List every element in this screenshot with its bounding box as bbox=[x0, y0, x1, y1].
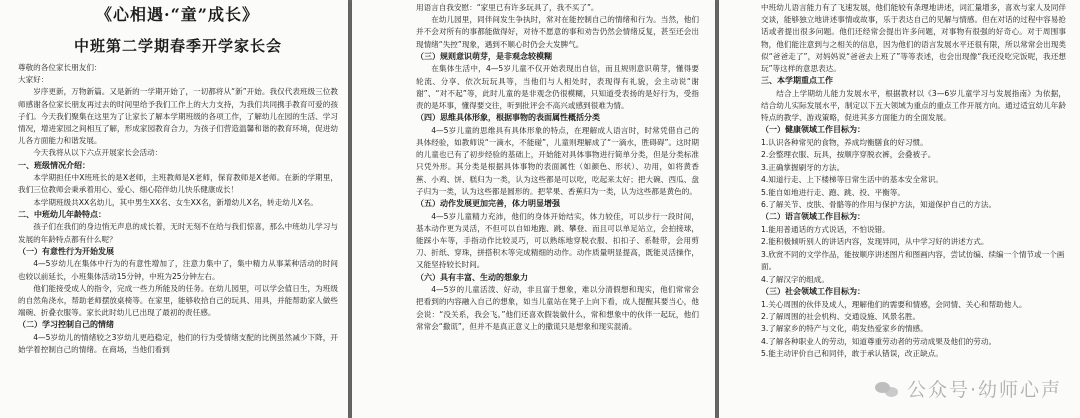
list-item: 1.认识各种常见的食物，养成均衡膳食的好习惯。 bbox=[761, 138, 928, 148]
body-paragraph: 中班幼儿语言能力有了飞速发展，他们能较有条理地讲述，词汇量增多，喜欢与家人及同伴交谈，能够独立地讲述事情或故事，乐于表达自己的见解与情感。但在对话的过程中容易抢话或者提出很多问题。他们还经常会提出许多问题，对事物有很强的好奇心。对于周围事物，他们能注意到与之相关的信息，因为他们的语言发展水平还很有限，所以常常会出现类似“爸爸走了”，对妈妈说“爸爸去上班了”等等表述，也会出现像“我还没吃完饭呢，我还想玩”等这样的意思表达。 bbox=[761, 3, 1066, 74]
list-item: 2.了解周围的社会机构、交通设施、风景名胜。 bbox=[761, 312, 921, 322]
list-item: 4.了解汉字的组成。 bbox=[761, 274, 829, 284]
list-item: 3.了解家乡的特产与文化，萌发热爱家乡的情感。 bbox=[761, 324, 928, 334]
section-heading: 二、中班幼儿年龄特点： bbox=[18, 209, 106, 219]
list-item: 2.能积极倾听别人的讲话内容，发现异同，从中学习好的讲述方式。 bbox=[761, 237, 989, 247]
section-heading: 三、本学期重点工作 bbox=[761, 76, 833, 86]
page-3-content bbox=[719, 0, 1080, 418]
section-heading: （四）思维具体形象，根据事物的表面属性概括分类 bbox=[416, 113, 600, 123]
list-item: 5.能自如地进行走、跑、跳、投、平衡等。 bbox=[761, 187, 905, 197]
section-heading: （三）社会领域工作目标为： bbox=[761, 287, 865, 297]
body-paragraph: 今天我将从以下六点开展家长会活动： bbox=[33, 148, 163, 158]
document-page-3 bbox=[719, 0, 1080, 418]
document-page-2 bbox=[352, 0, 715, 418]
body-paragraph: 4—5岁幼儿的情绪较之3岁幼儿更趋稳定，他们的行为受情绪支配的比例虽然减少下降，开始学着控制自己的情绪。在商场，当他们看到 bbox=[18, 333, 338, 355]
section-heading: （二）语言领域工作目标为： bbox=[761, 212, 865, 222]
document-page-1 bbox=[0, 0, 348, 418]
body-paragraph: 在幼儿园里，同伴间发生争执时，常对在能控制自己的情绪和行为。当然，他们并不会对所有的事都能做得好，对待不愿意的事和劝告仍然会情绪反复，甚至还会出现情绪“失控”现象，遇到不顺心时仍会大发脾气。 bbox=[416, 15, 699, 49]
page-1-content bbox=[0, 0, 348, 418]
list-item: 4.了解各种职业人的劳动，知道尊重劳动者的劳动成果及他们的劳动。 bbox=[761, 336, 997, 346]
body-paragraph: 4—5岁幼儿在集体中行为的有意性增加了，注意力集中了，集中精力从事某种活动的时间也较以前延长，小班集体活动15分钟，中班为25分钟左右。 bbox=[18, 259, 338, 281]
body-paragraph: 4—5岁儿童精力充沛，他们的身体开始结实，体力较佳，可以步行一段时间，基本动作更为灵活，不但可以自如地跑、跳、攀登、而且可以单足站立，会拍接球，能踩小车等，手指动作比较灵巧，可以熟练地穿脱衣服、扣扣子、系鞋带，会用剪刀、折纸、穿珠，拼搭积木等完成精细的动作。动作质量明显提高，既能灵活操作，又能坚持较长时间。 bbox=[416, 211, 699, 270]
body-paragraph: 在集体生活中，4—5岁儿童不仅开始表现出自信，而且规则意识萌芽，懂得要轮流、分享、依次玩玩具等，当他们与人相处时，表现得有礼貌，会主动说“谢谢”、“对不起”等，此时儿童的是非观念仍很模糊，只知道受表扬的是好行为，受指责的是坏事，懂得要交往，听到批评会不高兴或感到很难为情。 bbox=[416, 64, 699, 111]
body-paragraph: 结合上学期幼儿能力发展水平，根据教材以《3—6岁儿童学习与发展指南》为依据，结合幼儿实际发展水平，制定以下五大领域为重点的重点工作开展方向。通过适宜幼儿年龄特点的教学、游戏策略，促进其多方面能力的全面发展。 bbox=[761, 88, 1066, 123]
list-item: 1.关心周围的伙伴及成人，理解他们的需要和情感，会同情、关心和帮助他人。 bbox=[761, 299, 1027, 309]
list-item: 2.会整理衣服、玩具，按顺序穿脱衣裤，会叠被子。 bbox=[761, 150, 936, 160]
body-paragraph: 尊敬的各位家长朋友们： bbox=[18, 63, 102, 72]
body-paragraph: 4—5岁儿童的思维具有具体形象的特点，在理解成人语言时，时常凭借自己的具体经验，如教师说“一滴水，不能碰”，儿童则理解成了“一滴水，胜碍碍”。这时期的儿童也已有了初步经验的基础上，开始能对具体事物进行简单分类，但是分类标准只凭外形。其分类是根据具体事物的表面属性（如颜色、形状）、功用，如将黄香蕉、小鸡、饼、糕归为一类，认为这些都是可以吃，吃起来太好；把大碗、西瓜、盘子归为一类，认为这些都是圆形的。把苹果、香蕉归为一类，认为这些都是黄色的。 bbox=[416, 125, 699, 196]
list-item: 3.欣赏不同的文学作品，能按顺序讲述图片和图画内容，尝试仿编、续编一个情节或一个画面。 bbox=[761, 249, 1065, 272]
body-paragraph: 大家好： bbox=[18, 75, 49, 85]
section-heading: （六）具有丰富、生动的想象力 bbox=[416, 272, 528, 282]
document-subtitle: 中班第二学期春季开学家长会 bbox=[73, 37, 282, 55]
body-paragraph: 岁序更新，万物新篇。又是新的一学期开始了，一切都将从“新”开始。我仅代表班级三位教师感谢各位家长朋友再过去的时间里给予我们工作上的大力支持，为我们共同携手教育可爱的孩子们。今天我们聚集在这里为了让家长了解本学期班级的各项工作，了解幼儿在园的生活、学习情况，增进家园之间相互了解，形成家园教育合力，为孩子们营造温馨和谐的教育环境，促进幼儿各方面能力和谐发展。 bbox=[18, 87, 338, 146]
section-heading: 一、班级情况介绍： bbox=[18, 160, 90, 170]
section-heading: （二）学习控制自己的情绪 bbox=[18, 320, 114, 330]
section-heading: （五）动作发展更加完善，体力明显增强 bbox=[416, 199, 560, 209]
body-paragraph: 他们能接受成人的指令，完成一些力所能及的任务。在幼儿园里，可以学会值日生，为班级的自然角浇水，帮助老师摆放桌椅等。在家里，能够收拾自己的玩具、用具，并能帮助家人做些端碗、折叠衣服等。家长此时幼儿已出现了最初的责任感。 bbox=[18, 283, 338, 318]
section-heading: （一）健康领域工作目标为： bbox=[761, 125, 865, 135]
body-paragraph: 本学期班级共XX名幼儿，其中男生XX名、女生XX名，新增幼儿X名，转走幼儿X名。 bbox=[33, 197, 318, 207]
wechat-icon bbox=[875, 379, 901, 399]
section-heading: （三）规则意识萌芽，是非观念较模糊 bbox=[416, 51, 552, 61]
watermark bbox=[875, 375, 1062, 402]
list-item: 5.能主动评价自己和同伴，敢于承认错误，改正缺点。 bbox=[761, 349, 943, 359]
list-item: 3.正确掌握刷牙的方法。 bbox=[761, 162, 845, 172]
body-paragraph: 本学期担任中X班班长的是X老师，主班教师是X老师，保育教师是X老师。在新的学期里，我们三位教师会秉承着用心、爱心、细心陪伴幼儿快乐健康成长！ bbox=[18, 173, 338, 195]
section-heading: （一）有意性行为开始发展 bbox=[18, 246, 114, 256]
body-paragraph: 4—5岁的儿童活泼、好动，非且富于想象，难以分清假想和现实，他们常常会把看到的内容融入自己的想象，如当儿童站在凳子上向下看，成人提醒其要当心，他会说：“没关系，我会飞。”他们还喜欢假装做什么，常和想象中的伙伴一起玩，他们常常会“撒谎”，但并不是真正意义上的撒谎只是想象和现实混淆。 bbox=[416, 285, 699, 331]
page-2-content bbox=[352, 0, 715, 418]
body-paragraph: 孩子们在我们的身边悄无声息的成长着，无时无刻不在给与我们惊喜，那么中班幼儿学习与发展的年龄特点都有什么呢？ bbox=[18, 222, 338, 244]
list-item: 1.能用普通话的方式说话，不怕说错。 bbox=[761, 225, 890, 235]
document-title: 《心相遇·“童”成长》 bbox=[96, 5, 259, 24]
list-item: 4.知道行走、上下楼梯等日常生活中的基本安全常识。 bbox=[761, 175, 943, 185]
list-item: 6.了解关节、皮肤、骨骼等的作用与保护方法，知道保护自己的方法。 bbox=[761, 200, 997, 210]
watermark-text: 公众号·幼师心声 bbox=[906, 379, 1062, 401]
body-paragraph: 用语言自我安慰：“家里已有许多玩具了，我不买了”。 bbox=[416, 3, 599, 12]
